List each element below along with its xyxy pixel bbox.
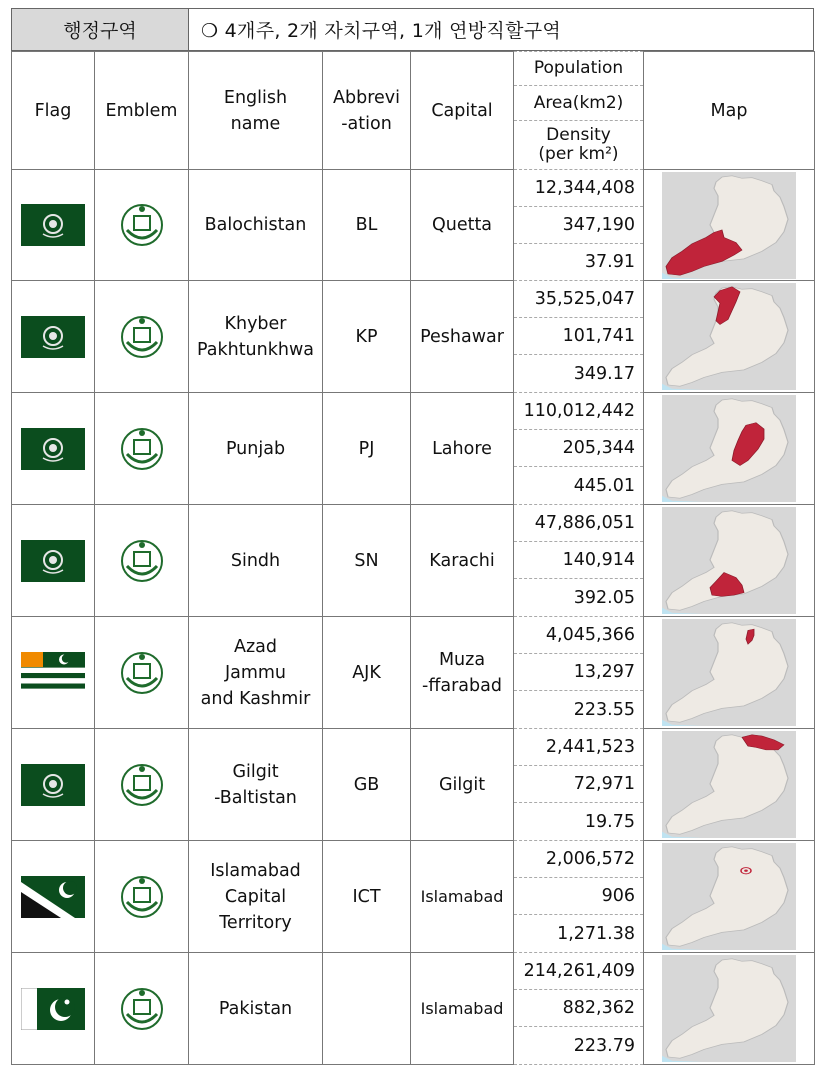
flag-cell [12,393,95,505]
flag-cell [12,505,95,617]
header-area: Area(km2) [514,86,644,121]
flag-cell [12,841,95,953]
english-name-line: Punjab [225,438,286,459]
header-density-line1: Density [546,125,611,145]
english-name-line: Islamabad [210,860,301,881]
ajk-emblem [117,648,167,698]
abbreviation-cell: BL [323,170,411,281]
capital-line: Islamabad [420,998,504,1018]
emblem-cell [95,505,189,617]
capital-cell [411,729,514,841]
english-name-line: Territory [219,912,292,933]
abbreviation-cell: ICT [323,841,411,953]
table-row [12,841,815,878]
capital-line: Muza [438,649,486,670]
capital-cell [411,505,514,617]
abbreviation-cell: PJ [323,393,411,505]
capital-cell [411,281,514,393]
area-cell: 347,190 [514,207,644,244]
map-cell [644,505,815,617]
title-value: ❍ 4개주, 2개 자치구역, 1개 연방직할구역 [201,20,562,42]
capital-line: Islamabad [420,886,504,906]
map-cell [644,617,815,729]
flag-cell [12,953,95,1065]
header-density [514,121,644,170]
english-name-line: Jammu [224,662,287,683]
english-name-line: Capital [224,886,287,907]
balochistan-map [662,172,796,279]
header-abbr-line1: Abbrevi [333,87,400,108]
emblem-cell [95,170,189,281]
balochistan-emblem [117,200,167,250]
abbreviation-cell [323,953,411,1065]
capital-line: Quetta [431,215,493,235]
map-cell [644,953,815,1065]
table-body [12,52,815,1065]
emblem-cell [95,841,189,953]
header-abbr-line2: -ation [341,113,392,134]
english-name-cell [189,170,323,281]
population-cell: 4,045,366 [514,617,644,654]
header-density-line2: (per km²) [538,144,619,164]
kp-flag [21,316,85,358]
ajk-flag [21,652,85,694]
english-name-line: Khyber [224,313,287,334]
pakistan-map [662,955,796,1062]
emblem-cell [95,393,189,505]
map-cell [644,841,815,953]
emblem-cell [95,617,189,729]
english-name-cell [189,729,323,841]
table-row [12,953,815,990]
table-row [12,617,815,654]
english-name-line: -Baltistan [214,787,297,808]
density-cell: 223.55 [514,691,644,729]
capital-line: -ffarabad [422,675,502,696]
area-cell: 101,741 [514,318,644,355]
abbreviation-cell: GB [323,729,411,841]
header-row [12,52,815,86]
balochistan-flag [21,204,85,246]
ict-flag [21,876,85,918]
table-row [12,505,815,542]
english-name-line: Pakhtunkhwa [196,339,315,360]
population-cell: 35,525,047 [514,281,644,318]
header-english-name-line2: name [230,113,281,134]
capital-cell [411,841,514,953]
emblem-cell [95,953,189,1065]
title-row [11,8,814,51]
table-row [12,393,815,430]
ict-map [662,843,796,950]
capital-cell [411,617,514,729]
flag-cell [12,729,95,841]
punjab-map [662,395,796,502]
english-name-line: Gilgit [232,761,279,782]
map-cell [644,281,815,393]
flag-cell [12,170,95,281]
density-cell: 37.91 [514,244,644,281]
emblem-cell [95,281,189,393]
english-name-cell [189,841,323,953]
abbreviation-cell: KP [323,281,411,393]
kp-emblem [117,312,167,362]
density-cell: 19.75 [514,803,644,841]
kp-map [662,283,796,390]
english-name-line: and Kashmir [200,688,311,709]
capital-line: Lahore [432,438,492,459]
population-cell: 2,006,572 [514,841,644,878]
density-cell: 1,271.38 [514,915,644,953]
sindh-map [662,507,796,614]
area-cell: 140,914 [514,542,644,579]
population-cell: 47,886,051 [514,505,644,542]
emblem-cell [95,729,189,841]
area-cell: 13,297 [514,654,644,691]
english-name-line: Azad [234,636,277,657]
capital-line: Karachi [429,550,495,571]
flag-cell [12,617,95,729]
english-name-cell [189,953,323,1065]
ajk-map [662,619,796,726]
sindh-emblem [117,536,167,586]
capital-cell [411,953,514,1065]
capital-cell [411,170,514,281]
flag-cell [12,281,95,393]
english-name-cell [189,281,323,393]
header-population: Population [514,52,644,86]
gb-flag [21,764,85,806]
english-name-cell [189,393,323,505]
population-cell: 214,261,409 [514,953,644,990]
gb-emblem [117,760,167,810]
header-emblem: Emblem [95,52,189,170]
capital-cell [411,393,514,505]
header-map: Map [644,52,815,170]
capital-line: Gilgit [438,774,486,795]
sindh-flag [21,540,85,582]
table-row [12,729,815,766]
area-cell: 906 [514,878,644,915]
map-cell [644,170,815,281]
punjab-emblem [117,424,167,474]
pakistan-emblem [117,984,167,1034]
density-cell: 392.05 [514,579,644,617]
table-row [12,170,815,207]
pakistan-flag [21,988,85,1030]
table-row [12,281,815,318]
header-english-name [189,52,323,170]
density-cell: 223.79 [514,1027,644,1065]
area-cell: 72,971 [514,766,644,803]
gb-map [662,731,796,838]
map-cell [644,393,815,505]
punjab-flag [21,428,85,470]
population-cell: 2,441,523 [514,729,644,766]
english-name-cell [189,505,323,617]
population-cell: 110,012,442 [514,393,644,430]
english-name-line: Balochistan [204,215,307,235]
abbreviation-cell: SN [323,505,411,617]
english-name-cell [189,617,323,729]
header-flag: Flag [12,52,95,170]
header-capital: Capital [411,52,514,170]
provinces-table [11,51,815,1065]
english-name-line: Pakistan [218,998,293,1019]
population-cell: 12,344,408 [514,170,644,207]
capital-line: Peshawar [420,326,504,347]
title-label: 행정구역 [12,9,189,50]
area-cell: 205,344 [514,430,644,467]
abbreviation-cell: AJK [323,617,411,729]
area-cell: 882,362 [514,990,644,1027]
density-cell: 445.01 [514,467,644,505]
english-name-line: Sindh [230,550,281,571]
ict-emblem [117,872,167,922]
density-cell: 349.17 [514,355,644,393]
header-abbreviation [323,52,411,170]
header-english-name-line1: English [223,87,288,108]
map-cell [644,729,815,841]
